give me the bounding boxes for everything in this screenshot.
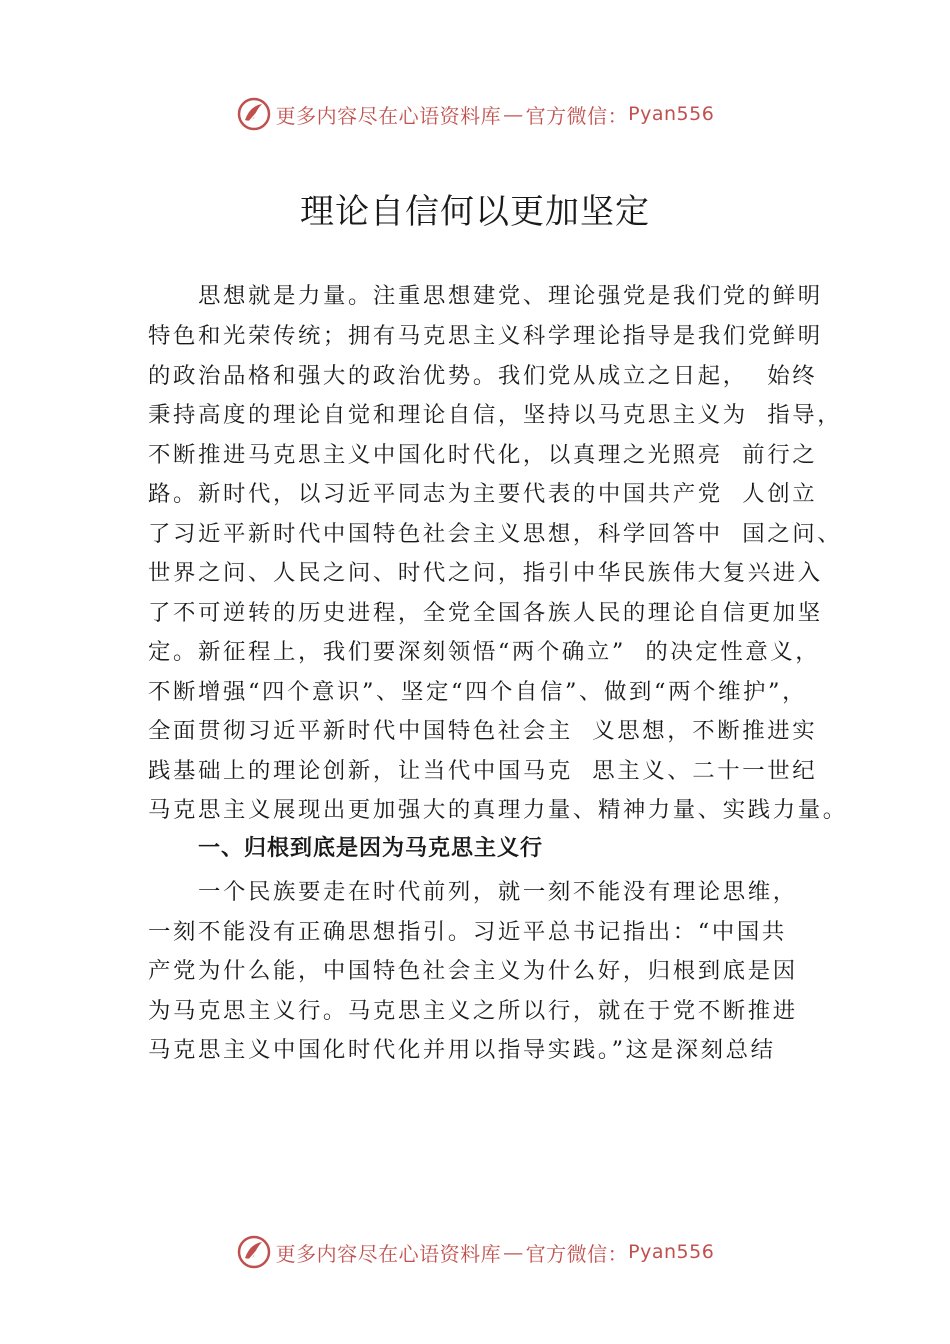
text-line: 为马克思主义行。马克思主义之所以行，就在于党不断推进	[148, 998, 798, 1024]
watermark-footer	[0, 1234, 950, 1270]
text-line: 马克思主义展现出更加强大的真理力量、精神力量、实践力量。	[148, 797, 848, 823]
text-line: 全面贯彻习近平新时代中国特色社会主 义思想，不断推进实	[148, 718, 818, 744]
watermark-label: 官方微信：	[525, 1241, 629, 1266]
text-line: 产党为什么能，中国特色社会主义为什么好，归根到底是因	[148, 958, 798, 984]
text-line: 马克思主义中国化时代化并用以指导实践。”这是深刻总结	[148, 1037, 776, 1063]
text-line: 思想就是力量。注重思想建党、理论强党是我们党的鲜明	[198, 283, 823, 309]
text-line: 了不可逆转的历史进程，全党全国各族人民的理论自信更加坚	[148, 600, 823, 626]
text-line: 的政治品格和强大的政治优势。我们党从成立之日起， 始终	[148, 363, 818, 389]
text-line: 了习近平新时代中国特色社会主义思想，科学回答中 国之问、	[148, 521, 843, 547]
text-line: 世界之问、人民之问、时代之问，指引中华民族伟大复兴进入	[148, 560, 823, 586]
watermark-label: 官方微信：	[525, 103, 629, 128]
text-line: 不断推进马克思主义中国化时代化，以真理之光照亮 前行之	[148, 442, 818, 468]
watermark-id: Pyan556	[628, 1241, 715, 1263]
text-line: 秉持高度的理论自觉和理论自信，坚持以马克思主义为 指导，	[148, 402, 843, 428]
text-line: 一个民族要走在时代前列，就一刻不能没有理论思维，	[198, 879, 798, 905]
watermark-separator: —	[503, 1240, 524, 1264]
text-line: 不断增强“四个意识”、坚定“四个自信”、做到“两个维护”，	[148, 679, 808, 705]
library-logo-icon	[236, 1234, 272, 1270]
section-heading: 一、归根到底是因为马克思主义行	[198, 836, 544, 861]
watermark-header	[0, 96, 950, 132]
text-line: 一刻不能没有正确思想指引。习近平总书记指出：“中国共	[148, 919, 787, 945]
watermark-text: 更多内容尽在心语资料库	[275, 103, 502, 128]
watermark-separator: —	[503, 102, 524, 126]
watermark-text: 更多内容尽在心语资料库	[275, 1241, 502, 1266]
document-title: 理论自信何以更加坚定	[300, 192, 650, 232]
text-line: 特色和光荣传统；拥有马克思主义科学理论指导是我们党鲜明	[148, 323, 823, 349]
watermark-id: Pyan556	[628, 103, 715, 125]
text-line: 践基础上的理论创新，让当代中国马克 思主义、二十一世纪	[148, 758, 818, 784]
text-line: 路。新时代，以习近平同志为主要代表的中国共产党 人创立	[148, 481, 818, 507]
library-logo-icon	[236, 96, 272, 132]
text-line: 定。新征程上，我们要深刻领悟“两个确立” 的决定性意义，	[148, 639, 821, 665]
